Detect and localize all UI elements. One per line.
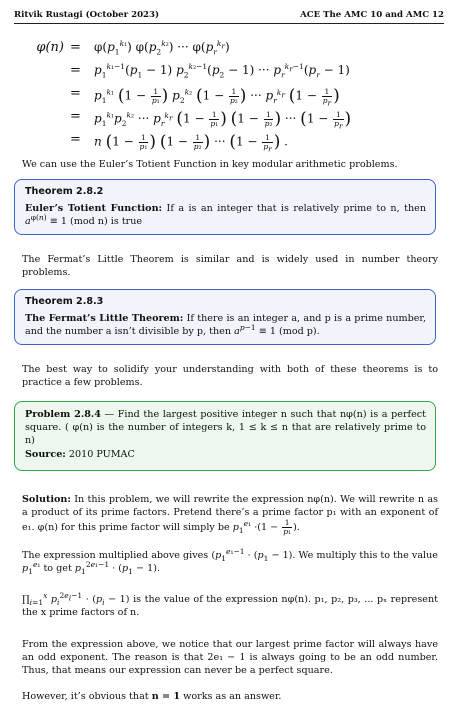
theorem-name: Euler’s Totient Function: (25, 203, 163, 214)
equation-row-4 (22, 107, 442, 130)
equation-lhs: φ(n) (36, 40, 64, 55)
equation-rhs-3: $p_1^{k_1}$ (1 − $\frac{1}{\text{p₁}}$ ) $p_2^{k_2}$ (1 − $\frac{1}{\text{p₂}}$ ) ··· $p_r^{k_r}$ (1 − $\frac{1}{p_r}$ ) (94, 86, 340, 107)
solution-text-2b: . We multiply this to the value (292, 550, 438, 561)
theorem-box-fermat (14, 289, 436, 345)
equation-row-1 (22, 38, 442, 61)
equation-row-5 (22, 130, 442, 153)
theorem-box-euler (14, 179, 436, 235)
header-author: Ritvik Rustagi (October 2023) (14, 10, 160, 20)
theorem-title: Theorem 2.8.2 (25, 186, 104, 197)
problem-text: Find the largest positive integer n such that nφ(n) is a perfect square. ( φ(n) is the number of integers k, 1 ≤ k ≤ n that are relatively prime to n) (25, 409, 426, 447)
theorem-body: Euler’s Totient Function: If a is an integer that is relatively prime to n, then $a^{\varphi(n)} \equiv 1$ (mod n) is true (25, 203, 426, 228)
theorem-body: The Fermat’s Little Theorem: If there is an integer a, and p is a prime number, and the number a isn’t divisible by p, then $a^{p-1} \equiv 1$ (mod p). (25, 313, 426, 338)
theorem-text-1: If there is an integer a, and p is a prime number, and the number a isn’t divisible by p, then (25, 313, 426, 338)
theorem-text-1: If a is an integer that is relatively prime to n, then (162, 203, 426, 214)
equals-sign: = (70, 40, 81, 55)
solution-paragraph-1: Solution: In this problem, we will rewrite the expression nφ(n). We will rewrite n as a product of its prime factors. Pretend there’s a prime factor p₁ with an exponent of e₁. φ(n) for this prime factor will simply be $p_1^{e_1} \cdot(1$ − $\frac{1}{\text{p₁}}$ ). (22, 494, 438, 537)
intro-paragraph: We can use the Euler’s Totient Function in key modular arithmetic problems. (22, 159, 398, 170)
equation-rhs-5: n (1 − $\frac{1}{\text{p₁}}$ ) (1 − $\frac{1}{\text{p₂}}$ ) ··· (1 − $\frac{1}{p_r}$ ) . (94, 132, 288, 153)
problem-body (25, 408, 426, 461)
theorem-text-2: ≡ 1 (mod p). (255, 326, 320, 338)
theorem-text-2: ≡ 1 (mod n) is true (46, 216, 143, 228)
equation-rhs-1: $\varphi(p_1^{k_1})$ $\varphi(p_2^{k_2})$ ··· $\varphi(p_r^{k_r})$ (94, 39, 230, 57)
equals-sign: = (70, 86, 81, 101)
solution-text-2c: to get (40, 563, 75, 575)
solution-paragraph-5 (22, 690, 438, 703)
equation-rhs-2: $p_1^{k_1-1}(p_1 - 1) p_2^{k_2-1}(p_2 - 1)$ ··· $p_r^{k_r-1}(p_r - 1)$ (94, 62, 350, 80)
theorem-name: The Fermat’s Little Theorem: (25, 313, 184, 324)
problem-dash: — (100, 409, 118, 420)
theorem-title: Theorem 2.8.3 (25, 296, 104, 307)
equals-sign: = (70, 63, 81, 78)
equation-rhs-4: $p_1^{k_1}p_2^{k_2}$ ··· $p_r^{k_r}$ (1 − $\frac{1}{\text{p₁}}$ ) (1 − $\frac{1}{\text{p₂}}$ ) ··· (1 − $\frac{1}{p_r}$ ) (94, 109, 352, 130)
fermat-intro-paragraph: The Fermat’s Little Theorem is similar and is widely used in number theory problems. (22, 254, 438, 279)
solution-label: Solution: (22, 494, 71, 505)
solution-text-5a: However, it’s obvious that (22, 691, 152, 702)
problem-box (14, 401, 436, 471)
solution-text-2a: The expression multiplied above gives (22, 550, 212, 561)
solution-answer: n = 1 (151, 691, 181, 702)
page-header (14, 5, 444, 24)
solution-paragraph-2: The expression multiplied above gives ($p_1^{e_1-1} \cdot (p_1 - 1)$. We multiply this to the value $p_1^{e_1}$ to get $p_1^{2e_1-1} \cdot (p_1 - 1)$. (22, 546, 438, 577)
totient-derivation (22, 38, 442, 153)
solution-paragraph-3: $\prod_{i=1}^x$ $p_i^{2e_i-1} \cdot (p_i - 1)$ is the value of the expression nφ(n). p₁, p₂, p₃, ... pₓ represent the x prime factors of n. (22, 590, 438, 619)
practice-paragraph: The best way to solidify your understanding with both of these theorems is to practice a few problems. (22, 364, 438, 389)
problem-source: 2010 PUMAC (65, 448, 135, 460)
equals-sign: = (70, 132, 81, 147)
equation-row-3 (22, 84, 442, 107)
header-book-title: ACE The AMC 10 and AMC 12 (300, 10, 444, 20)
equation-row-2 (22, 61, 442, 84)
solution-text-3: is the value of the expression nφ(n). p₁, p₂, p₃, ... pₓ represent the x prime factors of n. (22, 594, 438, 619)
solution-paragraph-4: From the expression above, we notice that our largest prime factor will always have an odd exponent. The reason is that 2e₁ − 1 is always going to be an odd number. Thus, that means our expression can never be a perfect square. (22, 639, 438, 677)
solution-text-5c: works as an answer. (180, 691, 282, 702)
problem-title: Problem 2.8.4 (25, 409, 101, 420)
solution-text-1: In this problem, we will rewrite the expression nφ(n). We will rewrite n as a product of its prime factors. Pretend there’s a prime factor p₁ with an exponent of e₁. φ(n) for this prime factor will simply be (22, 494, 438, 534)
problem-source-label: Source: (25, 448, 66, 460)
equals-sign: = (70, 109, 81, 124)
